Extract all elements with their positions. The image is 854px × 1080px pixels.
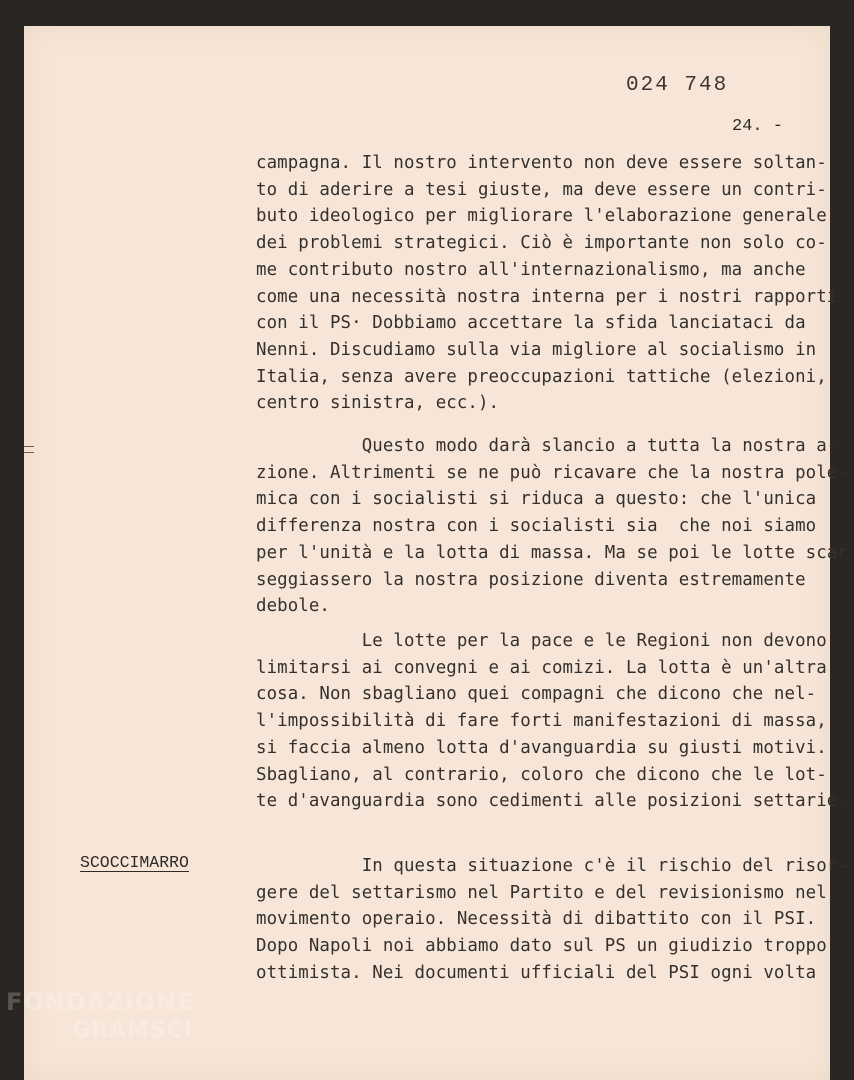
speaker-name: SCOCCIMARRO — [80, 853, 189, 872]
watermark-line-2: GRAMSCI — [72, 1018, 194, 1043]
paragraph-1: campagna. Il nostro intervento non deve essere soltan- to di aderire a tesi giuste, ma deve essere un contri- buto ideologico per migliorare l'elaborazione generale dei problemi strategici. Ciò è importante non solo co- me contributo nostro all'internazionalismo, ma anche come una necessità nostra interna per i nostri rapporti con il PS· Dobbiamo accettare la sfida lanciataci da Nenni. Discudiamo sulla via migliore al socialismo in Italia, senza avere preoccupazioni tattiche (elezioni, centro sinistra, ecc.). — [256, 153, 838, 414]
punch-mark — [24, 446, 34, 447]
fondazione-gramsci-watermark — [6, 988, 216, 1058]
page-number: 24. - — [732, 117, 784, 136]
punch-mark — [24, 452, 34, 453]
paragraph-4: In questa situazione c'è il rischio del gere del settarismo nel Partito e del revisionismo nel movimento operaio. Necessità di dibattito con il PSI. Dopo Napoli noi abbiamo dato sul PS un giudizio troppo ottimista. Nei documenti ufficiali del PSI ogni volta — [256, 856, 827, 983]
archive-number: 024 748 — [626, 74, 729, 97]
paragraph-3: Le lotte per la pace e le Regioni non devono limitarsi ai convegni e ai comizi. La lotta è un'altra cosa. Non sbagliano quei compagni che dicono che nel- l'impossibilità di fare forti manifestazioni di massa, si faccia almeno lotta d'avanguardia su giusti motivi. Sbagliano, al contrario, coloro che dicono che le lot- te d'avanguardia sono cedimenti alle posizioni settarie. — [256, 631, 848, 812]
watermark-line-1: FONDAZIONE — [6, 988, 195, 1016]
paragraph-2: Questo modo darà slancio a tutta la nostra zione. Altrimenti se ne può ricavare che la nostra mica con i socialisti si riduca a questo: che l'unica differenza nostra con i socialisti sia che noi siamo per l'unità e la lotta di massa. Ma se poi le lotte seggiassero la nostra posizione diventa estremamente debole. — [256, 436, 817, 617]
